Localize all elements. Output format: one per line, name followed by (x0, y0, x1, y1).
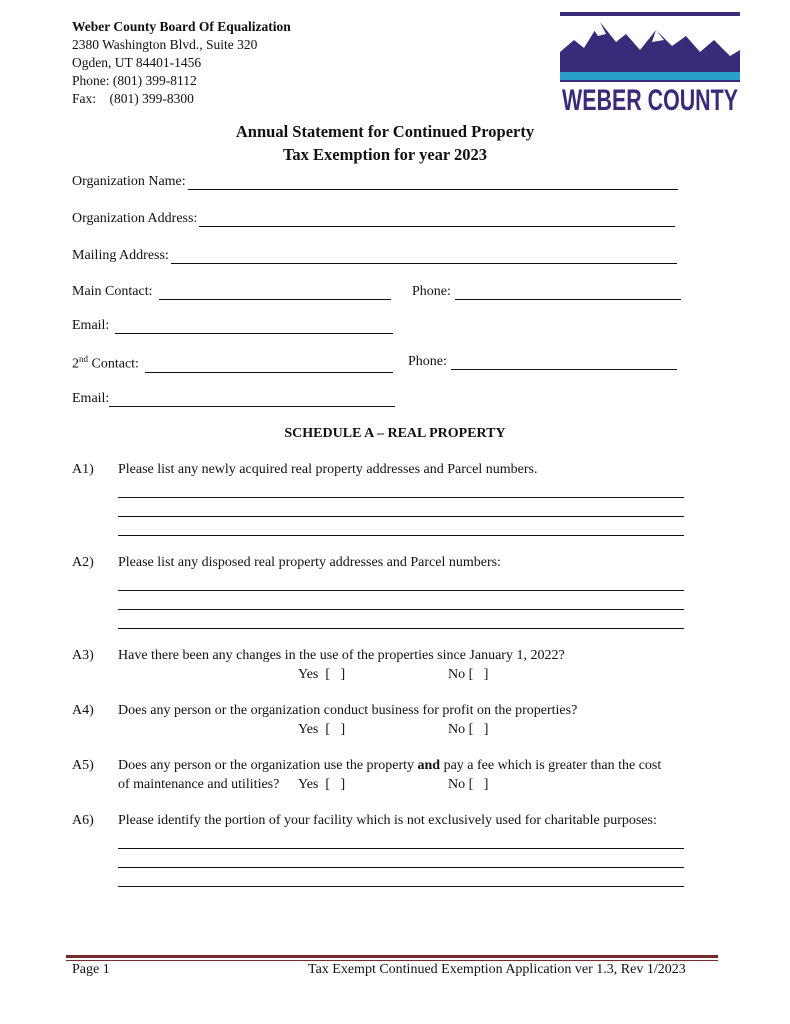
answer-line[interactable] (118, 497, 684, 498)
phone2-label: Phone: (408, 354, 447, 369)
mailing-address-input[interactable] (171, 248, 677, 264)
phone2-input[interactable] (451, 354, 677, 370)
answer-line[interactable] (118, 867, 684, 868)
question-text: Please list any newly acquired real property addresses and Parcel numbers. (118, 462, 538, 477)
logo-text: WEBER COUNTY (562, 84, 738, 117)
form-title (0, 120, 770, 166)
office-name: Weber County Board Of Equalization (72, 19, 291, 34)
org-address-input[interactable] (199, 211, 675, 227)
answer-line[interactable] (118, 516, 684, 517)
page-number: Page 1 (72, 962, 110, 977)
question-text: Have there been any changes in the use of the properties since January 1, 2022? (118, 648, 565, 663)
email2-label: Email: (72, 391, 110, 406)
yes-checkbox[interactable]: Yes [ ] (298, 667, 346, 682)
second-contact-row (72, 354, 393, 373)
question-number: A1) (72, 462, 94, 477)
answer-line[interactable] (118, 848, 684, 849)
email2-row (72, 391, 395, 407)
phone1-label: Phone: (412, 284, 451, 299)
question-text: Does any person or the organization conduct business for profit on the properties? (118, 703, 578, 718)
question-number: A6) (72, 813, 94, 828)
yes-checkbox[interactable]: Yes [ ] (298, 777, 346, 792)
office-phone: Phone: (801) 399-8112 (72, 73, 197, 88)
answer-line[interactable] (118, 628, 684, 629)
email1-input[interactable] (115, 318, 393, 334)
answer-line[interactable] (118, 609, 684, 610)
no-checkbox[interactable]: No [ ] (448, 722, 489, 737)
question-text: Please identify the portion of your facility which is not exclusively used for charitable purposes: (118, 813, 657, 828)
main-contact-row (72, 284, 391, 300)
weber-county-logo (560, 12, 740, 116)
question-text: Please list any disposed real property addresses and Parcel numbers: (118, 555, 501, 570)
footer-rule-thin (66, 960, 718, 961)
main-contact-label: Main Contact: (72, 284, 153, 299)
org-name-row (72, 174, 678, 190)
answer-line[interactable] (118, 535, 684, 536)
no-checkbox[interactable]: No [ ] (448, 667, 489, 682)
office-street: 2380 Washington Blvd., Suite 320 (72, 37, 258, 52)
org-name-label: Organization Name: (72, 174, 186, 189)
main-contact-input[interactable] (159, 284, 391, 300)
yes-checkbox[interactable]: Yes [ ] (298, 722, 346, 737)
title-line-2: Tax Exemption for year 2023 (282, 145, 488, 164)
email1-label: Email: (72, 318, 110, 333)
second-contact-input[interactable] (145, 357, 393, 373)
no-checkbox[interactable]: No [ ] (448, 777, 489, 792)
office-address-block (72, 18, 291, 108)
footer-text: Tax Exempt Continued Exemption Application ver 1.3, Rev 1/2023 (308, 962, 686, 977)
question-number: A4) (72, 703, 94, 718)
email2-input[interactable] (109, 391, 395, 407)
schedule-heading: SCHEDULE A – REAL PROPERTY (284, 426, 506, 441)
office-city: Ogden, UT 84401-1456 (72, 55, 202, 70)
answer-line[interactable] (118, 886, 684, 887)
answer-line[interactable] (118, 590, 684, 591)
footer-rule (66, 955, 718, 958)
question-number: A3) (72, 648, 94, 663)
email1-row (72, 318, 393, 334)
org-name-input[interactable] (188, 174, 678, 190)
question-number: A5) (72, 758, 94, 773)
title-line-1: Annual Statement for Continued Property (235, 122, 535, 141)
phone1-row (412, 284, 681, 300)
mailing-address-label: Mailing Address: (72, 248, 169, 263)
phone2-row (408, 354, 677, 370)
org-address-row (72, 211, 675, 227)
second-contact-label: 2nd Contact: (72, 354, 139, 372)
question-number: A2) (72, 555, 94, 570)
office-fax: Fax: (801) 399-8300 (72, 91, 194, 106)
question-text-line-2: of maintenance and utilities? (118, 777, 280, 792)
org-address-label: Organization Address: (72, 211, 198, 226)
mailing-address-row (72, 248, 677, 264)
phone1-input[interactable] (455, 284, 681, 300)
question-text: Does any person or the organization use the property and pay a fee which is greater than the cost (118, 758, 662, 773)
